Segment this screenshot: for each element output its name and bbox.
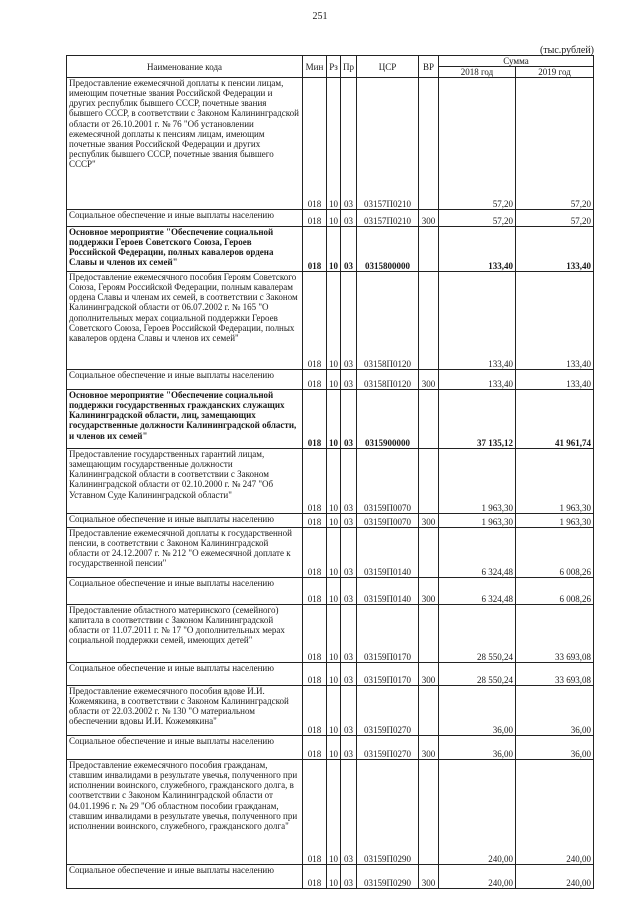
row-min: 018 <box>303 370 327 390</box>
row-name: Предоставление областного материнского (семейного) капитала в соответствии с Законом Калининградской области от 11.07.2011 г. № 17 "О дополнительных мерах социальной поддержки семей, имеющих детей" <box>67 605 303 663</box>
row-amount-2019: 41 961,74 <box>516 390 594 449</box>
table-row <box>67 272 594 370</box>
row-vr <box>419 227 439 272</box>
row-rz: 10 <box>327 605 341 663</box>
row-csr: 03159П0070 <box>357 449 419 514</box>
row-csr: 03157П0210 <box>357 78 419 210</box>
row-csr: 0315800000 <box>357 227 419 272</box>
row-min: 018 <box>303 272 327 370</box>
row-min: 018 <box>303 227 327 272</box>
row-vr: 300 <box>419 370 439 390</box>
table-row <box>67 760 594 865</box>
row-name: Предоставление ежемесячной доплаты к государственной пенсии, в соответствии с Законом Калининградской области от 24.12.2007 г. № 212 "О ежемесячной доплате к государственной пенсии" <box>67 528 303 578</box>
row-vr <box>419 760 439 865</box>
row-vr: 300 <box>419 865 439 889</box>
row-pr: 03 <box>341 370 357 390</box>
row-rz: 10 <box>327 865 341 889</box>
row-rz: 10 <box>327 78 341 210</box>
row-rz: 10 <box>327 514 341 528</box>
header-rz: Рз <box>327 56 341 78</box>
row-vr <box>419 605 439 663</box>
row-min: 018 <box>303 760 327 865</box>
row-min: 018 <box>303 605 327 663</box>
table-row <box>67 210 594 227</box>
row-min: 018 <box>303 449 327 514</box>
row-rz: 10 <box>327 736 341 760</box>
row-csr: 03159П0170 <box>357 605 419 663</box>
row-vr <box>419 449 439 514</box>
row-vr: 300 <box>419 663 439 686</box>
row-pr: 03 <box>341 663 357 686</box>
row-pr: 03 <box>341 605 357 663</box>
row-amount-2018: 1 963,30 <box>439 449 516 514</box>
row-amount-2019: 33 693,08 <box>516 605 594 663</box>
table-row <box>67 663 594 686</box>
row-csr: 03159П0270 <box>357 736 419 760</box>
row-amount-2019: 36,00 <box>516 686 594 736</box>
table-row <box>67 865 594 889</box>
row-pr: 03 <box>341 390 357 449</box>
row-csr: 03159П0290 <box>357 865 419 889</box>
row-name: Основное мероприятие "Обеспечение социальной поддержки Героев Советского Союза, Героев Российской Федерации, полных кавалеров ордена Славы и членов их семей" <box>67 227 303 272</box>
row-amount-2018: 1 963,30 <box>439 514 516 528</box>
row-vr <box>419 272 439 370</box>
table-row <box>67 390 594 449</box>
row-name: Предоставление ежемесячного пособия Героям Советского Союза, Героям Российской Федерации, полным кавалерам ордена Славы и членам их семей, в соответствии с Законом Калининградской области от 06.07.2002 г. № 165 "О дополнительных мерах социальной поддержки Героев Советского Союза, Героев Российской Федерации, полных кавалеров ордена Славы и членов их семей" <box>67 272 303 370</box>
row-rz: 10 <box>327 449 341 514</box>
header-sum: Сумма <box>439 56 594 67</box>
table-row <box>67 227 594 272</box>
row-min: 018 <box>303 390 327 449</box>
row-name: Социальное обеспечение и иные выплаты населению <box>67 736 303 760</box>
table-row <box>67 736 594 760</box>
row-rz: 10 <box>327 528 341 578</box>
row-amount-2019: 33 693,08 <box>516 663 594 686</box>
row-name: Социальное обеспечение и иные выплаты населению <box>67 578 303 605</box>
row-name: Предоставление государственных гарантий лицам, замещающим государственные должности Калининградской области в соответствии с Законом Калининградской области от 02.10.2000 г. № 247 "Об Уставном Суде Калининградской области" <box>67 449 303 514</box>
row-vr: 300 <box>419 210 439 227</box>
row-vr <box>419 528 439 578</box>
row-rz: 10 <box>327 390 341 449</box>
row-rz: 10 <box>327 370 341 390</box>
table-body <box>67 78 594 889</box>
table-row <box>67 578 594 605</box>
row-amount-2018: 240,00 <box>439 865 516 889</box>
row-pr: 03 <box>341 578 357 605</box>
table-row <box>67 78 594 210</box>
row-csr: 03158П0120 <box>357 370 419 390</box>
row-vr: 300 <box>419 736 439 760</box>
row-min: 018 <box>303 78 327 210</box>
table-row <box>67 528 594 578</box>
row-csr: 03159П0290 <box>357 760 419 865</box>
row-amount-2018: 37 135,12 <box>439 390 516 449</box>
header-2019: 2019 год <box>516 67 594 78</box>
row-amount-2019: 57,20 <box>516 210 594 227</box>
row-vr <box>419 686 439 736</box>
row-amount-2019: 57,20 <box>516 78 594 210</box>
row-amount-2019: 1 963,30 <box>516 514 594 528</box>
row-csr: 03158П0120 <box>357 272 419 370</box>
row-amount-2019: 133,40 <box>516 227 594 272</box>
row-pr: 03 <box>341 449 357 514</box>
table-row <box>67 449 594 514</box>
row-pr: 03 <box>341 78 357 210</box>
row-pr: 03 <box>341 528 357 578</box>
row-amount-2018: 28 550,24 <box>439 605 516 663</box>
row-amount-2018: 133,40 <box>439 272 516 370</box>
row-amount-2019: 240,00 <box>516 865 594 889</box>
row-amount-2018: 240,00 <box>439 760 516 865</box>
row-name: Предоставление ежемесячного пособия гражданам, ставшим инвалидами в результате увечья, полученного при исполнении воинского, служебного, гражданского долга, в соответствии с Законом Калининградской области от 04.01.1996 г. № 29 "Об областном пособии гражданам, ставшим инвалидами в результате увечья, полученного при исполнении воинского, служебного, гражданского долга" <box>67 760 303 865</box>
budget-table <box>66 55 594 889</box>
row-csr: 03157П0210 <box>357 210 419 227</box>
row-csr: 03159П0140 <box>357 578 419 605</box>
table-row <box>67 370 594 390</box>
row-amount-2019: 6 008,26 <box>516 578 594 605</box>
row-rz: 10 <box>327 210 341 227</box>
row-min: 018 <box>303 210 327 227</box>
row-pr: 03 <box>341 227 357 272</box>
row-vr: 300 <box>419 578 439 605</box>
row-min: 018 <box>303 686 327 736</box>
row-amount-2018: 36,00 <box>439 686 516 736</box>
row-name: Основное мероприятие "Обеспечение социальной поддержки государственных гражданских служащих Калининградской области, лиц, замещающих государственные должности Калининградской области, и членов их семей" <box>67 390 303 449</box>
row-amount-2018: 57,20 <box>439 210 516 227</box>
row-amount-2019: 133,40 <box>516 370 594 390</box>
page-number: 251 <box>312 11 328 22</box>
row-rz: 10 <box>327 272 341 370</box>
row-pr: 03 <box>341 210 357 227</box>
row-amount-2019: 133,40 <box>516 272 594 370</box>
row-csr: 03159П0170 <box>357 663 419 686</box>
units-note: (тыс.рублей) <box>539 45 594 56</box>
row-rz: 10 <box>327 760 341 865</box>
header-2018: 2018 год <box>439 67 516 78</box>
row-min: 018 <box>303 736 327 760</box>
row-name: Предоставление ежемесячного пособия вдове И.И. Кожемякина, в соответствии с Законом Калининградской области от 22.03.2002 г. № 130 "О материальном обеспечении вдовы И.И. Кожемякина" <box>67 686 303 736</box>
row-csr: 0315900000 <box>357 390 419 449</box>
row-name: Социальное обеспечение и иные выплаты населению <box>67 370 303 390</box>
row-min: 018 <box>303 514 327 528</box>
header-name: Наименование кода <box>67 56 303 78</box>
row-amount-2018: 6 324,48 <box>439 528 516 578</box>
row-min: 018 <box>303 528 327 578</box>
row-vr <box>419 78 439 210</box>
row-pr: 03 <box>341 865 357 889</box>
row-pr: 03 <box>341 736 357 760</box>
row-csr: 03159П0070 <box>357 514 419 528</box>
header-pr: Пр <box>341 56 357 78</box>
header-vr: ВР <box>419 56 439 78</box>
row-pr: 03 <box>341 760 357 865</box>
row-rz: 10 <box>327 686 341 736</box>
row-name: Социальное обеспечение и иные выплаты населению <box>67 514 303 528</box>
row-min: 018 <box>303 663 327 686</box>
row-amount-2019: 1 963,30 <box>516 449 594 514</box>
row-amount-2018: 57,20 <box>439 78 516 210</box>
row-amount-2019: 6 008,26 <box>516 528 594 578</box>
header-csr: ЦСР <box>357 56 419 78</box>
row-pr: 03 <box>341 686 357 736</box>
row-rz: 10 <box>327 663 341 686</box>
row-name: Социальное обеспечение и иные выплаты населению <box>67 865 303 889</box>
table-header <box>67 56 594 78</box>
row-min: 018 <box>303 578 327 605</box>
header-min: Мин <box>303 56 327 78</box>
row-amount-2018: 36,00 <box>439 736 516 760</box>
table-row <box>67 605 594 663</box>
row-amount-2018: 6 324,48 <box>439 578 516 605</box>
row-vr <box>419 390 439 449</box>
table-row <box>67 686 594 736</box>
row-vr: 300 <box>419 514 439 528</box>
row-amount-2018: 133,40 <box>439 227 516 272</box>
row-name: Предоставление ежемесячной доплаты к пенсии лицам, имеющим почетные звания Российской Федерации и других республик бывшего СССР, почетные звания бывшего СССР, в соответствии с Законом Калининградской области от 26.10.2001 г. № 76 "Об установлении ежемесячной доплаты к пенсиям лицам, имеющим почетные звания Российской Федерации и других республик бывшего СССР, почетные звания бывшего СССР" <box>67 78 303 210</box>
row-pr: 03 <box>341 514 357 528</box>
row-name: Социальное обеспечение и иные выплаты населению <box>67 210 303 227</box>
row-name: Социальное обеспечение и иные выплаты населению <box>67 663 303 686</box>
row-min: 018 <box>303 865 327 889</box>
row-rz: 10 <box>327 227 341 272</box>
row-pr: 03 <box>341 272 357 370</box>
row-amount-2019: 240,00 <box>516 760 594 865</box>
row-amount-2018: 28 550,24 <box>439 663 516 686</box>
row-amount-2019: 36,00 <box>516 736 594 760</box>
table-row <box>67 514 594 528</box>
row-csr: 03159П0140 <box>357 528 419 578</box>
row-amount-2018: 133,40 <box>439 370 516 390</box>
row-csr: 03159П0270 <box>357 686 419 736</box>
row-rz: 10 <box>327 578 341 605</box>
